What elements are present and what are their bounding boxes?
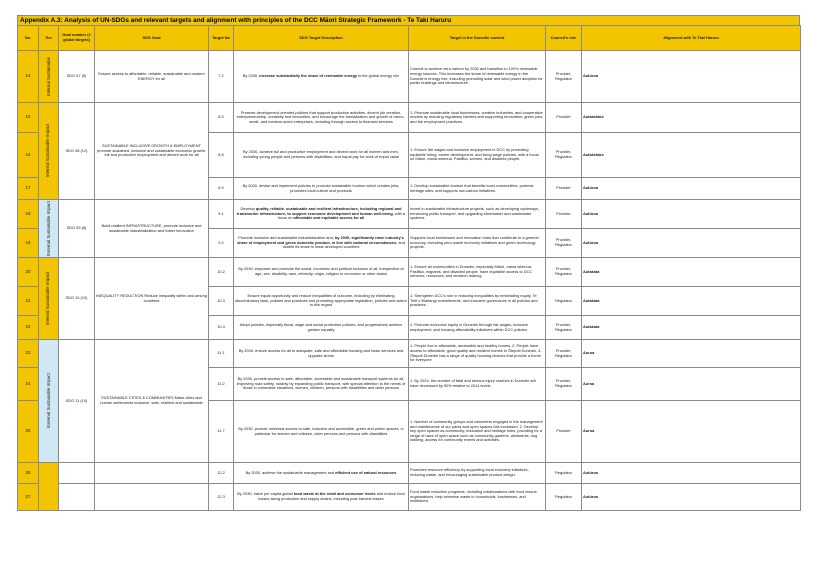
sheet-title: Appendix A.3: Analysis of UN-SDGs and relevant targets and alignment with principles of the DCC Māori Strategic Framework - Te Taki Haruru bbox=[17, 15, 800, 25]
target-description-segment: Promote inclusive and sustainable industrialization and, bbox=[238, 235, 335, 241]
target-description bbox=[234, 287, 409, 316]
row-number: 19 bbox=[18, 229, 39, 258]
alignment-value: Autūroa bbox=[582, 51, 801, 103]
target-number: 8.9 bbox=[209, 178, 234, 200]
row-number: 21 bbox=[18, 287, 39, 316]
council-role: Provider bbox=[546, 401, 582, 463]
row-number: 27 bbox=[18, 484, 39, 511]
dunedin-context: 1. Strengthen DCC's role in reducing inequalities by embedding equity, Te Tiriti o Waitangi commitments, and inclusive governance in all policies and practices. bbox=[409, 287, 546, 316]
council-role: Provider bbox=[546, 178, 582, 200]
sdg-goal: Build resilient INFRASTRUCTURE, promote inclusive and sustainable industrialization and foster innovation bbox=[95, 200, 209, 258]
goal-number: SDG 09 (8) bbox=[59, 200, 95, 258]
council-role: Regulator bbox=[546, 463, 582, 484]
target-description-segment: in the global energy mix bbox=[357, 73, 400, 79]
alignment-value: Autūroa bbox=[582, 463, 801, 484]
target-description-segment: and reduce food losses along production and supply chains, including post-harvest losses bbox=[258, 491, 405, 501]
target-description bbox=[234, 103, 409, 133]
alignment-value: Auroa bbox=[582, 368, 801, 401]
sdg-goal-empty bbox=[95, 484, 209, 511]
row-number: 17 bbox=[18, 178, 39, 200]
sdg-goal: INEQUALITY REDUCTION Reduce inequality within and among countries bbox=[95, 258, 209, 340]
row-number: 26 bbox=[18, 463, 39, 484]
table-row bbox=[18, 258, 801, 287]
table-row bbox=[18, 200, 801, 229]
goal-number: SDG 10 (10) bbox=[59, 258, 95, 340]
header-row bbox=[18, 26, 801, 51]
target-description bbox=[234, 51, 409, 103]
tier-label bbox=[38, 102, 58, 199]
target-description-segment: By 2030, achieve the sustainable management and bbox=[245, 469, 336, 475]
tier-label bbox=[38, 50, 58, 102]
goal-number: SDG 07 (5) bbox=[59, 51, 95, 103]
target-description-segment: By 2030, provide access to safe, affordable, accessible and sustainable transport systems for all, improving road safety, notably by expanding public transport, with special attention to the needs of those in vulnerable situations, women, children, persons with disabilities and older persons bbox=[236, 376, 406, 391]
target-number: 10.4 bbox=[209, 316, 234, 340]
alignment-value: Auroa bbox=[582, 401, 801, 463]
alignment-value: Autakata bbox=[582, 316, 801, 340]
target-description-segment: , and double its share in least developed countries bbox=[282, 239, 405, 250]
target-description-segment: By 2030, provide universal access to safe, inclusive and accessible, green and public spaces, in particular for women and children, older persons and persons with disabilities bbox=[238, 425, 404, 436]
target-description bbox=[234, 316, 409, 340]
header-no: No. bbox=[18, 26, 39, 51]
target-description-segment: , with a focus on bbox=[277, 210, 406, 221]
sdg-goal: Ensure access to affordable, reliable, sustainable and modern ENERGY for all bbox=[95, 51, 209, 103]
dunedin-context: 1. Promote sustainable local businesses, creative industries, and cooperative models by reducing regulatory barriers and supporting innovation, green jobs, and fair employment practices. bbox=[409, 103, 546, 133]
alignment-value: Auroa bbox=[582, 340, 801, 368]
target-description-segment: By 2030, bbox=[242, 73, 260, 79]
table-row bbox=[18, 340, 801, 368]
target-number: 12.3 bbox=[209, 484, 234, 511]
target-number: 8.3 bbox=[209, 103, 234, 133]
target-description bbox=[234, 401, 409, 463]
sdg-table bbox=[17, 25, 801, 511]
goal-number-empty bbox=[59, 463, 95, 484]
alignment-value: Autūroa bbox=[582, 200, 801, 229]
council-role: Regulator bbox=[546, 287, 582, 316]
header-alignment: Alignment with Te Taki Haruru bbox=[582, 26, 801, 51]
table-row bbox=[18, 463, 801, 484]
row-number: 23 bbox=[18, 340, 39, 368]
council-role: Provider, Regulator bbox=[546, 368, 582, 401]
table-wrapper bbox=[17, 25, 800, 511]
row-number: 15 bbox=[18, 103, 39, 133]
council-role: Provider, Regulator bbox=[546, 51, 582, 103]
target-number: 11.1 bbox=[209, 340, 234, 368]
target-description-segment: By 2030, empower and promote the social, economic and political inclusion of all, irrespective of age, sex, disability, race, ethnicity, origin, religion or economic or other status bbox=[238, 266, 404, 276]
alignment-value: Autūroa bbox=[582, 229, 801, 258]
row-number: 18 bbox=[18, 200, 39, 229]
target-number: 11.2 bbox=[209, 368, 234, 401]
tier-label bbox=[38, 339, 58, 462]
dunedin-context: Commit to achieve zero carbon by 2030 and transition to 100% renewable energy sources. This increases the share of renewable energy in the Dunedin's energy mix, including promoting solar and wind power adoption for public buildings and infrastructure. bbox=[409, 51, 546, 103]
target-number: 8.5 bbox=[209, 133, 234, 178]
dunedin-context: 1. By 2024, the number of fatal and serious injury crashes in Dunedin will have decreased by 50% relative to 2014 levels. bbox=[409, 368, 546, 401]
target-number: 9.1 bbox=[209, 200, 234, 229]
target-description bbox=[234, 368, 409, 401]
sdg-goal-empty bbox=[95, 463, 209, 484]
target-description-segment: Promote development-oriented policies that support productive activities, decent job creation, entrepreneurship, creativity and innovation, and encourage the formalization and growth of micro-, small- and medium-sized enterprises, including through access to financial services bbox=[236, 109, 406, 124]
row-number: 16 bbox=[18, 133, 39, 178]
council-role: Provider, Regulator bbox=[546, 258, 582, 287]
sdg-goal: SUSTAINABLE INCLUSIVE GROWTH & EMPLOYMENT promote sustained, inclusive and sustainable economic growth, full and productive employment and decent work for all bbox=[95, 103, 209, 200]
council-role: Regulator bbox=[546, 484, 582, 511]
tier-label-text: External Sustainable Impact bbox=[45, 373, 51, 428]
alignment-value: Autakata bbox=[582, 258, 801, 287]
alignment-value: Autūroa bbox=[582, 484, 801, 511]
tier-cell bbox=[39, 463, 59, 511]
row-number: 20 bbox=[18, 258, 39, 287]
alignment-value: Autaketake bbox=[582, 103, 801, 133]
council-role: Provider, Regulator bbox=[546, 340, 582, 368]
target-description-segment: Ensure equal opportunity and reduce inequalities of outcome, including by eliminating discriminatory laws, policies and practices and promoting appropriate legislation, policies and action in this regard bbox=[235, 293, 407, 308]
table-row bbox=[18, 103, 801, 133]
tier-label-text: Internal Sustainable Impact bbox=[45, 123, 51, 178]
table-row bbox=[18, 51, 801, 103]
row-number: 22 bbox=[18, 316, 39, 340]
target-number: 10.2 bbox=[209, 258, 234, 287]
header-tier: Tier bbox=[39, 26, 59, 51]
goal-number: SDG 11 (10) bbox=[59, 340, 95, 463]
target-description-segment: efficient use of natural resources bbox=[335, 469, 397, 475]
council-role: Provider bbox=[546, 103, 582, 133]
alignment-value: Autūroa bbox=[582, 178, 801, 200]
tier-label-text: Internal Sustainable Impact bbox=[45, 271, 51, 325]
council-role: Provider, Regulator bbox=[546, 133, 582, 178]
header-target-description: SDG Target Description bbox=[234, 26, 409, 51]
council-role: Provider bbox=[546, 200, 582, 229]
alignment-value: Autaketake bbox=[582, 133, 801, 178]
dunedin-context: 1. People live in affordable, accessible and healthy homes, 2. People have access to affordable, good quality and resilient homes in Ōtepoti Dunedin, 3. Ōtepoti Dunedin has a range of quality housing choices that provide a home for everyone bbox=[409, 340, 546, 368]
target-description-segment: Develop bbox=[240, 206, 256, 212]
target-description bbox=[234, 484, 409, 511]
target-description bbox=[234, 133, 409, 178]
target-description-segment: increase substantially the share of renewable energy bbox=[259, 73, 357, 79]
tier-label-text: External Sustainable Impact bbox=[45, 200, 51, 256]
dunedin-context: 1. Ensure all communities in Dunedin, especially Māori, mana whenua, Pasifika, migrants, and disabled people, have equitable access to DCC services, resources, and decision-making. bbox=[409, 258, 546, 287]
header-target-no: Target No bbox=[209, 26, 234, 51]
target-description bbox=[234, 258, 409, 287]
table-row bbox=[18, 484, 801, 511]
target-description bbox=[234, 463, 409, 484]
target-number: 9.2 bbox=[209, 229, 234, 258]
target-number: 7.2 bbox=[209, 51, 234, 103]
goal-number: SDG 08 (12) bbox=[59, 103, 95, 200]
target-description-segment: By 2030, achieve full and productive employment and decent work for all women and men, including young people and persons with disabilities, and equal pay for work of equal value bbox=[242, 149, 400, 159]
dunedin-context: Food waste reduction programs, including collaborations with food rescue organisations, help minimise waste in households, businesses, and institutions bbox=[409, 484, 546, 511]
dunedin-context: Supports local businesses and innovation hubs that contribute to a greener economy, including zero-waste economy initiatives and green technology projects. bbox=[409, 229, 546, 258]
target-description-segment: quality, reliable, sustainable and resilient infrastructure, including regional and transborder infrastructure, to support economic development and human well-being bbox=[236, 206, 402, 216]
target-number: 10.3 bbox=[209, 287, 234, 316]
target-description-segment: By 2030, halve per capita global bbox=[237, 491, 294, 497]
dunedin-context: Promotes resource efficiency by supporting local economy initiatives, reducing waste, and encouraging sustainable product design. bbox=[409, 463, 546, 484]
target-description-segment: food waste at the retail and consumer levels bbox=[293, 491, 376, 497]
goal-number-empty bbox=[59, 484, 95, 511]
council-role: Provider, Regulator bbox=[546, 229, 582, 258]
target-description-segment: affordable and equitable access for all bbox=[293, 215, 365, 221]
row-number: 24 bbox=[18, 368, 39, 401]
council-role: Provider, Regulator bbox=[546, 316, 582, 340]
row-number: 25 bbox=[18, 401, 39, 463]
analysis-sheet bbox=[17, 15, 800, 511]
target-description-segment: By 2030, devise and implement policies to promote sustainable tourism which creates jobs, promotes local culture and products bbox=[242, 182, 400, 193]
tier-label-text: Internal Sustainable bbox=[45, 56, 51, 96]
dunedin-context: 1. Number of community groups and volunteers engaged in the management and maintenance of our parks and open spaces has increased, 2. Develop key open spaces as community, education and heritage hubs, providing for a range of uses of open space such as community gardens, allotments, dog walking, access for community events and activities, bbox=[409, 401, 546, 463]
target-description bbox=[234, 200, 409, 229]
header-sdg-goal: SDG Goal bbox=[95, 26, 209, 51]
target-description-segment: By 2030, ensure access for all to adequate, safe and affordable housing and basic services and upgrade slums bbox=[238, 347, 404, 358]
target-description bbox=[234, 178, 409, 200]
target-description bbox=[234, 229, 409, 258]
row-number: 14 bbox=[18, 51, 39, 103]
tier-label bbox=[38, 199, 58, 257]
target-number: 12.2 bbox=[209, 463, 234, 484]
target-description-segment: by 2030, significantly raise industry's share of employment and gross domestic product, in line with national circumstances bbox=[237, 235, 404, 245]
dunedin-context: Invest in sustainable infrastructure projects, such as developing cycleways, enhancing public transport, and upgrading stormwater and wastewater systems. bbox=[409, 200, 546, 229]
sdg-goal: SUSTAINABLE CITIES & COMMUNITIES Make cities and human settlements inclusive, safe, resilient and sustainable bbox=[95, 340, 209, 463]
header-dunedin-context: Target in the Dunedin context bbox=[409, 26, 546, 51]
target-number: 11.7 bbox=[209, 401, 234, 463]
target-description bbox=[234, 340, 409, 368]
alignment-value: Autakata bbox=[582, 287, 801, 316]
tier-label bbox=[38, 257, 58, 339]
header-goal-number: Goal number (# global targets) bbox=[59, 26, 95, 51]
target-description-segment: Adopt policies, especially fiscal, wage and social protection policies, and progressively achieve greater equality bbox=[239, 321, 403, 332]
dunedin-context: 1. Ensure fair wages and inclusive employment in DCC by promoting equitable hiring, career development, and living wage policies, with a focus on Māori, mana whenua, Pasifika, women, and disabled people. bbox=[409, 133, 546, 178]
header-council-role: Council's role bbox=[546, 26, 582, 51]
dunedin-context: 1. Promote economic equity in Dunedin through fair wages, inclusive employment, and housing affordability initiatives within DCC policies bbox=[409, 316, 546, 340]
dunedin-context: 1. Develop sustainable tourism that benefits local communities, protects heritage sites, and supports low-carbon initiatives. bbox=[409, 178, 546, 200]
